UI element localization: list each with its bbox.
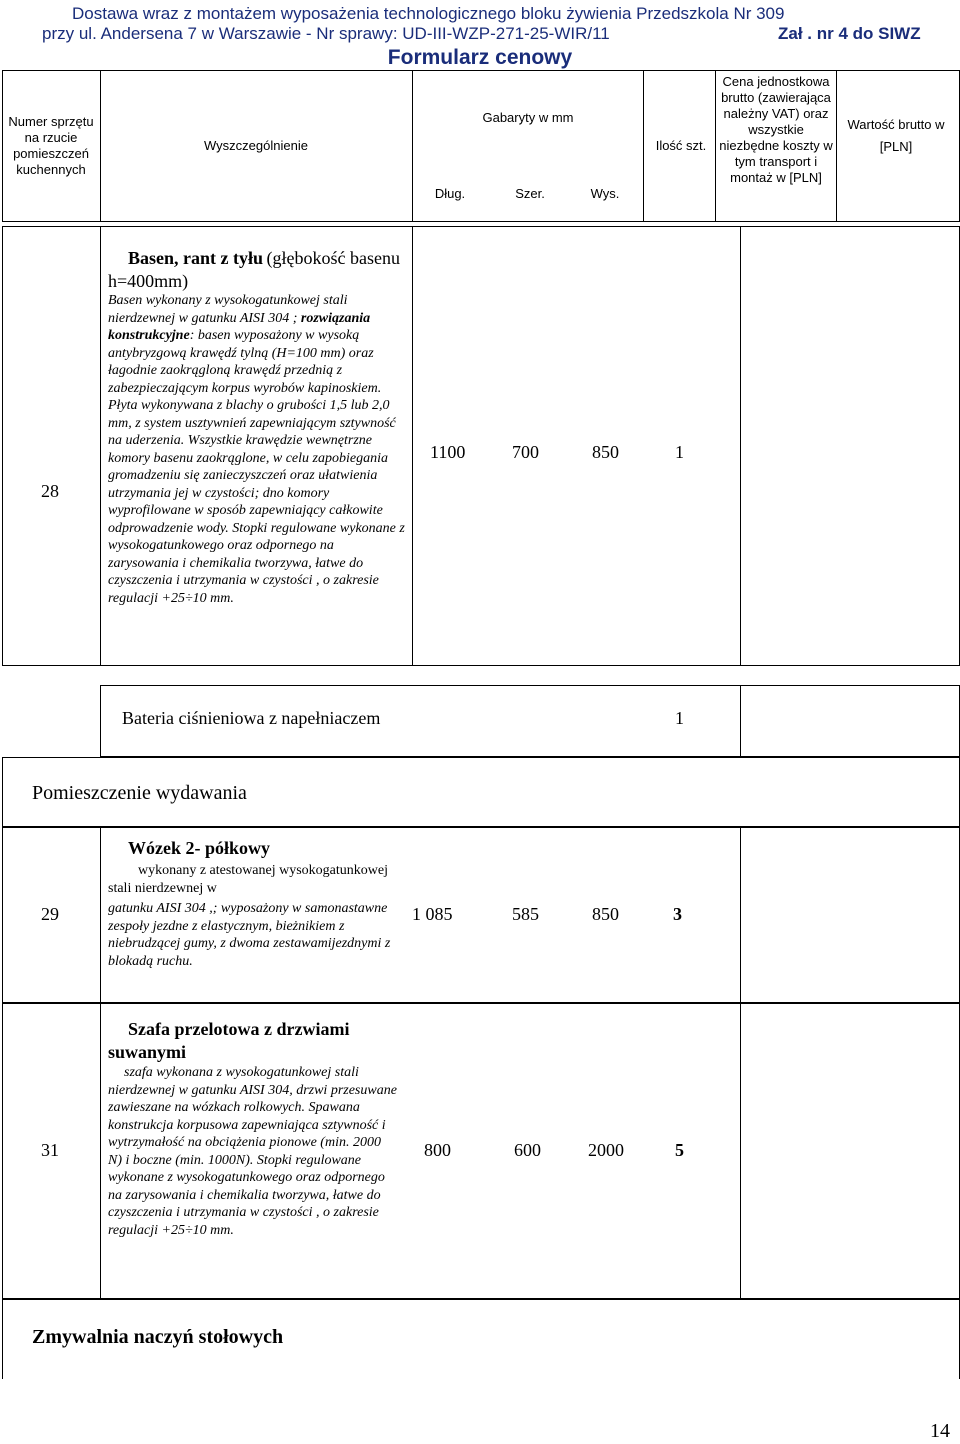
item-29-width: 585 [512, 904, 539, 924]
document-header-line1: Dostawa wraz z montażem wyposażenia technologicznego bloku żywienia Przedszkola Nr 309 [72, 4, 785, 23]
section-title-serving-room: Pomieszczenie wydawania [32, 782, 247, 804]
item-31-description: szafa wykonana z wysokogatunkowej stali nierdzewnej w gatunku AISI 304, drzwi przesuwane zawieszane na wózkach rolkowych. Spawana konstrukcja korpusowa zapewniająca sztywność i wytrzymałość na obciążenia pionowe (min. 2000 N) i boczne (min. 1000N). Stopki regulowane wykonane z wysokogatunkowego oraz odpornego na zarysowania i chemikalia tworzywa, łatwe do czyszczenia i utrzymania w czystości , o zakresie regulacji +25÷10 mm. [108, 1065, 397, 1238]
header-length: Dług. [434, 186, 466, 201]
header-width: Szer. [515, 186, 545, 201]
item-29-title: Wózek 2- półkowy [128, 838, 271, 858]
item-31-quantity: 5 [675, 1140, 684, 1160]
form-title: Formularz cenowy [387, 46, 573, 69]
accessory-name: Bateria ciśnieniowa z napełniaczem [122, 708, 381, 728]
item-28-width: 700 [512, 442, 539, 462]
item-29-quantity: 3 [673, 904, 682, 924]
header-specification: Wyszczególnienie [204, 138, 308, 153]
item-29-height: 850 [592, 904, 619, 924]
item-31-height: 2000 [588, 1140, 624, 1160]
item-28-number: 28 [41, 481, 59, 501]
attachment-label: Zał . nr 4 do SIWZ [778, 24, 921, 43]
accessory-quantity: 1 [675, 708, 684, 728]
item-28-quantity: 1 [675, 442, 684, 462]
header-total-value: Wartość brutto w [PLN] [847, 117, 945, 154]
header-quantity: Ilość szt. [655, 138, 707, 153]
header-height: Wys. [590, 186, 620, 201]
item-29-length: 1 085 [412, 904, 453, 924]
item-31-width: 600 [514, 1140, 541, 1160]
header-unit-price: Cena jednostkowa brutto (zawierająca należny VAT) oraz wszystkie niezbędne koszty w tym transport i montaż w [PLN] [719, 74, 833, 185]
case-number-text: przy ul. Andersena 7 w Warszawie - Nr sprawy: UD-III-WZP-271-25-WIR/11 [42, 24, 610, 43]
item-28-height: 850 [592, 442, 619, 462]
page-number: 14 [930, 1420, 950, 1442]
header-item-number: Numer sprzętu na rzucie pomieszczeń kuchennych [8, 114, 94, 177]
section-title-dish-washing: Zmywalnia naczyń stołowych [32, 1326, 284, 1348]
item-29-description-intro: wykonany z atestowanej wysokogatunkowej stali nierdzewnej w [108, 863, 388, 896]
item-31-length: 800 [424, 1140, 451, 1160]
document-header-line2 [0, 24, 960, 44]
item-28-length: 1100 [430, 442, 466, 462]
item-31-number: 31 [41, 1140, 59, 1160]
item-29-description: gatunku AISI 304 ,; wyposażony w samonastawne zespoły jezdne z elastycznym, bieżnikiem z niebrudzącej gumy, z dwoma zestawamijezdnymi z blokadą ruchu. [108, 901, 391, 969]
item-29-number: 29 [41, 904, 59, 924]
item-31-title: Szafa przelotowa z drzwiami suwanymi [108, 1019, 350, 1062]
header-dimensions: Gabaryty w mm [482, 110, 574, 125]
item-28-title: Basen, rant z tyłu (głębokość basenu h=400mm) [108, 248, 400, 291]
item-28-description: Basen wykonany z wysokogatunkowej stali nierdzewnej w gatunku AISI 304 ; rozwiązania konstrukcyjne: basen wyposażony w wysoką antybryzgową krawędź tylną (H=100 mm) oraz łagodnie zaokrągloną krawędź przednią z zabezpieczającym korpus wyrobów kapinoskiem. Płyta wykonywana z blachy o grubości 1,5 lub 2,0 mm, z system usztywnień zapewniającym sztywność na uderzenia. Wszystkie krawędzie wewnętrzne komory basenu zaokrąglone, w celu zapobiegania gromadzeniu się zanieczyszczeń oraz ułatwienia utrzymania jej w czystości; dno komory wyprofilowane w sposób zapewniający całkowite odprowadzenie wody. Stopki regulowane wykonane z wysokogatunkowego oraz odpornego na zarysowania i chemikalia tworzywa, łatwe do czyszczenia i utrzymania w czystości , o zakresie regulacji +25÷10 mm. [108, 293, 405, 606]
